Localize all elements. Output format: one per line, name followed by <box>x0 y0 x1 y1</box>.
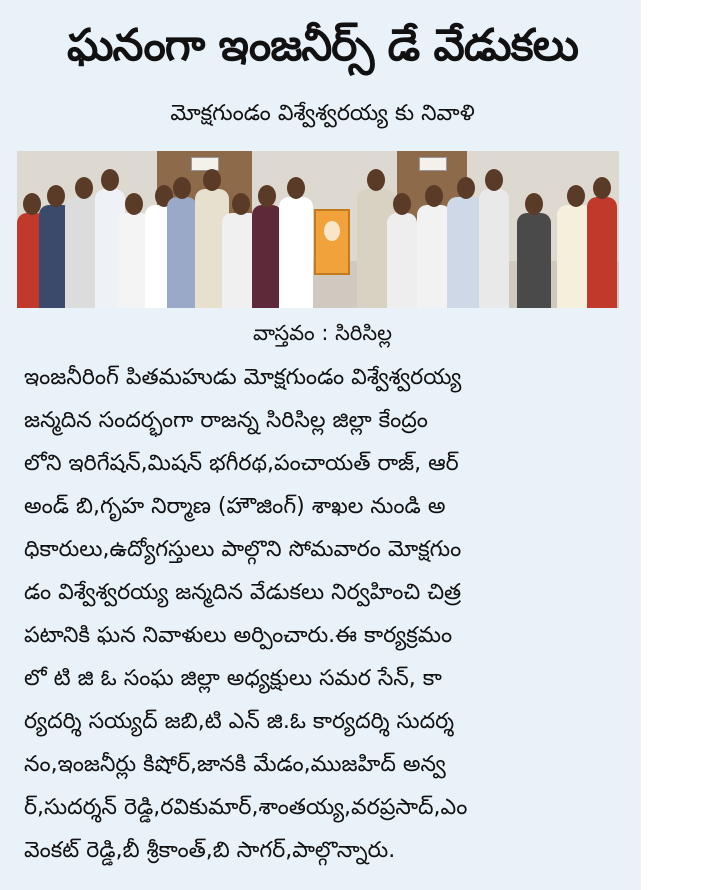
photo-person-head <box>367 169 385 191</box>
photo-person-head <box>173 177 191 199</box>
photo-person-head <box>258 185 276 207</box>
photo-person-head <box>485 169 503 191</box>
photo-person <box>417 205 451 308</box>
photo-person-head <box>393 193 411 215</box>
photo-portrait-frame <box>314 209 350 275</box>
photo-person-head <box>457 177 475 199</box>
photo-person-head <box>425 185 443 207</box>
article-body-line: జన్మదిన సందర్భంగా రాజన్న సిరిసిల్ల జిల్లా కేంద్రం <box>24 408 428 433</box>
article-body-line: ఇంజనీరింగ్ పితమహుడు మోక్షగుండం విశ్వేశ్వరయ్య <box>24 365 462 390</box>
article-body-line: నం,ఇంజనీర్లు కిషోర్,జానకి మేడం,ముజహిద్ అన్వ <box>24 752 446 777</box>
article-body-line: ర్యదర్శి సయ్యద్ జబి,టి ఎన్ జి.ఓ కార్యదర్శి సుదర్శ <box>24 709 455 734</box>
photo-person-head <box>287 177 305 199</box>
photo-person-head <box>75 177 93 199</box>
photo-person <box>517 213 551 308</box>
photo-person-head <box>567 185 585 207</box>
photo-person <box>587 197 617 308</box>
article-body-line: లో టి జి ఓ సంఘ జిల్లా అధ్యక్షులు సమర సేన్, కా <box>24 666 442 691</box>
photo-person-head <box>47 185 65 207</box>
photo-person <box>387 213 417 308</box>
article-body-line: లోని ఇరిగేషన్,మిషన్ భగీరథ,పంచాయత్ రాజ్, ఆర్ <box>24 451 459 476</box>
article-body-line: పటానికి ఘన నివాళులు అర్పించారు.ఈ కార్యక్రమం <box>24 623 453 648</box>
subheadline: మోక్షగుండం విశ్వేశ్వరయ్య కు నివాళి <box>170 101 475 126</box>
article-body-line: ధికారులు,ఉద్యోగస్తులు పాల్గొని సోమవారం మోక్షగుం <box>24 537 462 562</box>
photo-person <box>252 205 282 308</box>
article-body-line: అండ్ బి,గృహ నిర్మాణ (హౌజింగ్) శాఖల నుండి అ <box>24 494 446 519</box>
photo-person-head <box>101 169 119 191</box>
photo-person <box>479 189 509 308</box>
photo-person-head <box>525 193 543 215</box>
article-body-line: వెంకట్ రెడ్డి,బీ శ్రీకాంత్,బి సాగర్,పాల్గొన్నారు. <box>24 838 396 863</box>
article-body-line: ర్,సుదర్శన్ రెడ్డి,రవికుమార్,శాంతయ్య,వరప్రసాద్,ఎం <box>24 795 468 820</box>
photo-person-head <box>125 193 143 215</box>
photo-person-head <box>203 169 221 191</box>
photo-person <box>279 197 313 308</box>
cropped-text-fragment <box>60 0 130 8</box>
photo-person-head <box>232 193 250 215</box>
photo-person <box>167 197 197 308</box>
photo-door-sign <box>419 157 447 171</box>
headline: ఘనంగా ఇంజనీర్స్ డే వేడుకలు <box>67 20 578 71</box>
article-body-line: డం విశ్వేశ్వరయ్య జన్మదిన వేడుకలు నిర్వహించి చిత్ర <box>24 580 462 605</box>
photo-person-head <box>593 177 611 199</box>
group-photo <box>17 151 619 308</box>
photo-portrait-face <box>324 221 340 241</box>
dateline: వాస్తవం : సిరిసిల్ల <box>253 321 392 345</box>
